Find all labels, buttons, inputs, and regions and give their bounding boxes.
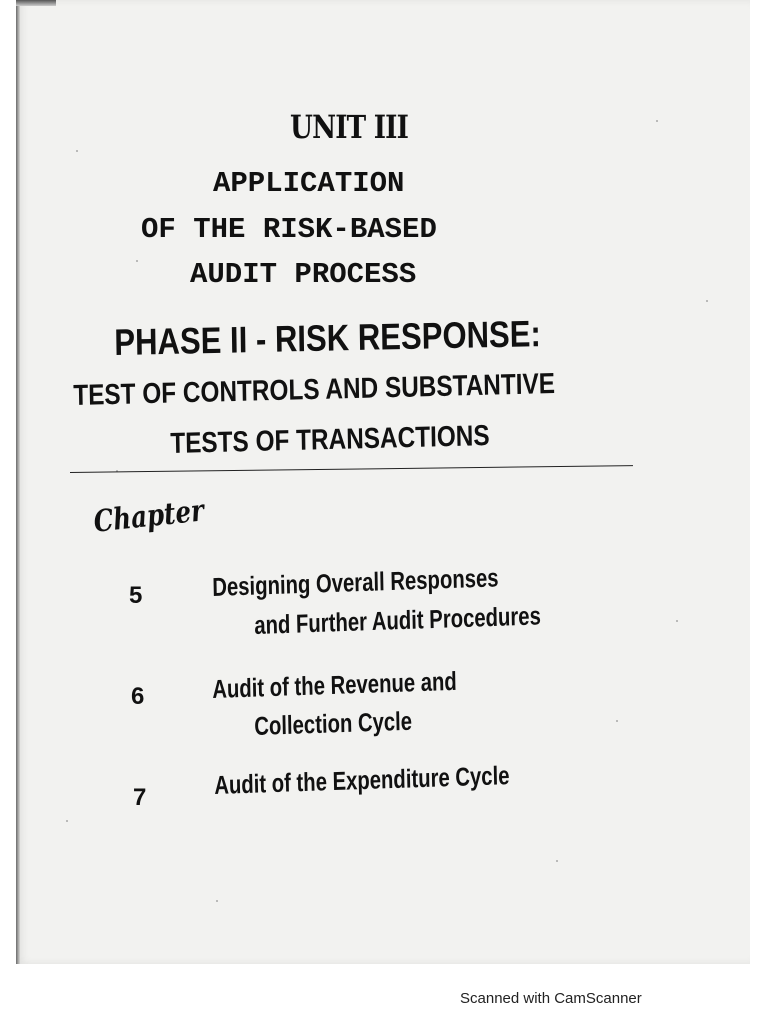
page-edge-shadow [16,0,20,964]
page-corner-shadow [16,0,56,6]
chapter-label: Chapter [92,493,206,540]
title-line-3: AUDIT PROCESS [190,258,417,291]
chapter-6-title-line-1: Audit of the Revenue and [212,665,458,704]
paper-speck [676,620,678,622]
paper-speck [66,820,68,822]
phase-heading: PHASE II - RISK RESPONSE: [114,313,542,363]
paper-speck [656,120,658,122]
chapter-number-5: 5 [129,582,143,609]
chapter-7-title-line-1: Audit of the Expenditure Cycle [214,760,510,800]
unit-title: UNIT III [290,108,409,146]
chapter-5-title-line-1: Designing Overall Responses [212,562,499,602]
chapter-6-title-line-2: Collection Cycle [254,705,413,741]
chapter-number-7: 7 [133,784,147,811]
paper-speck [556,860,558,862]
paper-speck [76,150,78,152]
paper-speck [136,260,138,262]
scanner-watermark: Scanned with CamScanner [460,990,642,1007]
paper-speck [216,900,218,902]
subtitle-line-2: TESTS OF TRANSACTIONS [170,420,490,460]
subtitle-line-1: TEST OF CONTROLS AND SUBSTANTIVE [73,367,556,412]
title-line-2: OF THE RISK-BASED [141,213,437,246]
chapter-number-6: 6 [131,683,145,710]
paper-speck [706,300,708,302]
chapter-5-title-line-2: and Further Audit Procedures [254,600,542,640]
title-line-1: APPLICATION [213,167,405,200]
paper-speck [616,720,618,722]
